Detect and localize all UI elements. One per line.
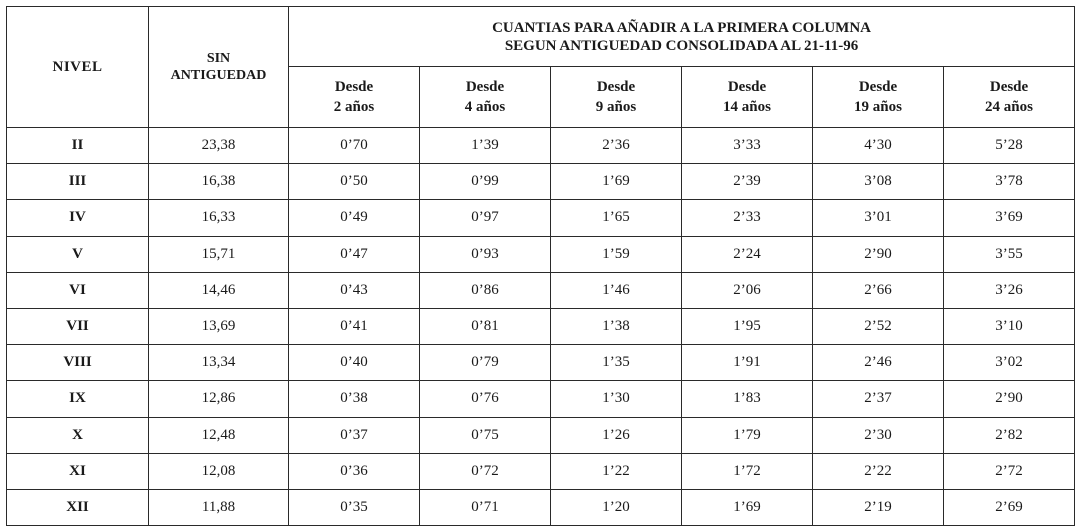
- nivel-cell: X: [7, 417, 149, 453]
- amount-cell: 0’86: [420, 272, 551, 308]
- amount-cell: 2’90: [944, 381, 1075, 417]
- header-sin-line2: ANTIGUEDAD: [170, 68, 267, 83]
- sin-antiguedad-cell: 11,88: [149, 489, 289, 525]
- header-desde-top: Desde: [727, 79, 767, 95]
- amount-cell: 0’40: [289, 345, 420, 381]
- amount-cell: 1’69: [551, 164, 682, 200]
- header-group-line2: SEGUN ANTIGUEDAD CONSOLIDADA AL 21-11-96: [504, 37, 859, 54]
- header-desde-years: 14 años: [723, 99, 771, 115]
- table-row: [7, 128, 1075, 164]
- amount-cell: 2’19: [813, 489, 944, 525]
- amount-cell: 2’52: [813, 308, 944, 344]
- header-group-title: [289, 7, 1075, 67]
- sin-antiguedad-cell: 12,08: [149, 453, 289, 489]
- amount-cell: 0’49: [289, 200, 420, 236]
- amount-cell: 2’33: [682, 200, 813, 236]
- amount-cell: 3’55: [944, 236, 1075, 272]
- amount-cell: 2’82: [944, 417, 1075, 453]
- header-desde-top: Desde: [989, 79, 1029, 95]
- header-desde-5: [944, 67, 1075, 128]
- amount-cell: 5’28: [944, 128, 1075, 164]
- amount-cell: 1’26: [551, 417, 682, 453]
- amount-cell: 3’33: [682, 128, 813, 164]
- amount-cell: 0’37: [289, 417, 420, 453]
- header-desde-years: 2 años: [333, 99, 375, 115]
- header-desde-2: [551, 67, 682, 128]
- sin-antiguedad-cell: 15,71: [149, 236, 289, 272]
- amount-cell: 0’35: [289, 489, 420, 525]
- amount-cell: 0’70: [289, 128, 420, 164]
- nivel-cell: XII: [7, 489, 149, 525]
- amount-cell: 0’43: [289, 272, 420, 308]
- amount-cell: 2’66: [813, 272, 944, 308]
- header-desde-years: 19 años: [854, 99, 902, 115]
- header-desde-top: Desde: [858, 79, 898, 95]
- amount-cell: 0’50: [289, 164, 420, 200]
- header-desde-top: Desde: [334, 79, 374, 95]
- amount-cell: 0’47: [289, 236, 420, 272]
- nivel-cell: II: [7, 128, 149, 164]
- amount-cell: 2’37: [813, 381, 944, 417]
- amount-cell: 2’22: [813, 453, 944, 489]
- header-desde-top: Desde: [596, 79, 636, 95]
- amount-cell: 2’46: [813, 345, 944, 381]
- sin-antiguedad-cell: 16,33: [149, 200, 289, 236]
- header-sin-line1: SIN: [206, 51, 231, 66]
- amount-cell: 3’26: [944, 272, 1075, 308]
- amount-cell: 2’36: [551, 128, 682, 164]
- nivel-cell: XI: [7, 453, 149, 489]
- amount-cell: 1’69: [682, 489, 813, 525]
- table-row: [7, 236, 1075, 272]
- amount-cell: 0’71: [420, 489, 551, 525]
- amount-cell: 1’83: [682, 381, 813, 417]
- amount-cell: 3’01: [813, 200, 944, 236]
- amount-cell: 3’69: [944, 200, 1075, 236]
- amount-cell: 0’76: [420, 381, 551, 417]
- header-group-line1: CUANTIAS PARA AÑADIR A LA PRIMERA COLUMNA: [492, 19, 871, 36]
- amount-cell: 2’06: [682, 272, 813, 308]
- nivel-cell: IX: [7, 381, 149, 417]
- table-row: [7, 345, 1075, 381]
- amount-cell: 1’65: [551, 200, 682, 236]
- amount-cell: 3’08: [813, 164, 944, 200]
- amount-cell: 4’30: [813, 128, 944, 164]
- amount-cell: 0’36: [289, 453, 420, 489]
- header-desde-1: [420, 67, 551, 128]
- nivel-cell: III: [7, 164, 149, 200]
- amount-cell: 0’97: [420, 200, 551, 236]
- nivel-cell: VI: [7, 272, 149, 308]
- amount-cell: 3’10: [944, 308, 1075, 344]
- header-sin-antiguedad: [149, 7, 289, 128]
- seniority-table: [6, 6, 1075, 526]
- header-desde-years: 9 años: [595, 99, 637, 115]
- amount-cell: 2’72: [944, 453, 1075, 489]
- amount-cell: 1’30: [551, 381, 682, 417]
- sin-antiguedad-cell: 12,48: [149, 417, 289, 453]
- nivel-cell: V: [7, 236, 149, 272]
- amount-cell: 2’39: [682, 164, 813, 200]
- amount-cell: 1’79: [682, 417, 813, 453]
- sin-antiguedad-cell: 12,86: [149, 381, 289, 417]
- sin-antiguedad-cell: 14,46: [149, 272, 289, 308]
- header-desde-3: [682, 67, 813, 128]
- sin-antiguedad-cell: 16,38: [149, 164, 289, 200]
- sin-antiguedad-cell: 13,34: [149, 345, 289, 381]
- amount-cell: 0’75: [420, 417, 551, 453]
- header-desde-years: 4 años: [464, 99, 506, 115]
- amount-cell: 1’35: [551, 345, 682, 381]
- amount-cell: 1’72: [682, 453, 813, 489]
- amount-cell: 0’38: [289, 381, 420, 417]
- table-row: [7, 200, 1075, 236]
- amount-cell: 2’30: [813, 417, 944, 453]
- header-nivel: NIVEL: [7, 7, 149, 128]
- amount-cell: 2’69: [944, 489, 1075, 525]
- amount-cell: 0’99: [420, 164, 551, 200]
- amount-cell: 0’79: [420, 345, 551, 381]
- amount-cell: 1’59: [551, 236, 682, 272]
- nivel-cell: IV: [7, 200, 149, 236]
- sin-antiguedad-cell: 13,69: [149, 308, 289, 344]
- table-row: [7, 417, 1075, 453]
- table-row: [7, 272, 1075, 308]
- amount-cell: 1’46: [551, 272, 682, 308]
- amount-cell: 1’20: [551, 489, 682, 525]
- amount-cell: 3’78: [944, 164, 1075, 200]
- amount-cell: 0’93: [420, 236, 551, 272]
- amount-cell: 1’22: [551, 453, 682, 489]
- header-desde-4: [813, 67, 944, 128]
- amount-cell: 1’39: [420, 128, 551, 164]
- amount-cell: 0’81: [420, 308, 551, 344]
- nivel-cell: VIII: [7, 345, 149, 381]
- amount-cell: 0’41: [289, 308, 420, 344]
- nivel-cell: VII: [7, 308, 149, 344]
- table-row: [7, 453, 1075, 489]
- amount-cell: 1’91: [682, 345, 813, 381]
- amount-cell: 2’90: [813, 236, 944, 272]
- amount-cell: 1’38: [551, 308, 682, 344]
- table-row: [7, 308, 1075, 344]
- amount-cell: 3’02: [944, 345, 1075, 381]
- header-desde-top: Desde: [465, 79, 505, 95]
- amount-cell: 2’24: [682, 236, 813, 272]
- header-desde-years: 24 años: [985, 99, 1033, 115]
- amount-cell: 1’95: [682, 308, 813, 344]
- table-row: [7, 381, 1075, 417]
- sin-antiguedad-cell: 23,38: [149, 128, 289, 164]
- salary-table-document: [6, 6, 1075, 526]
- amount-cell: 0’72: [420, 453, 551, 489]
- table-row: [7, 489, 1075, 525]
- header-desde-0: [289, 67, 420, 128]
- table-row: [7, 164, 1075, 200]
